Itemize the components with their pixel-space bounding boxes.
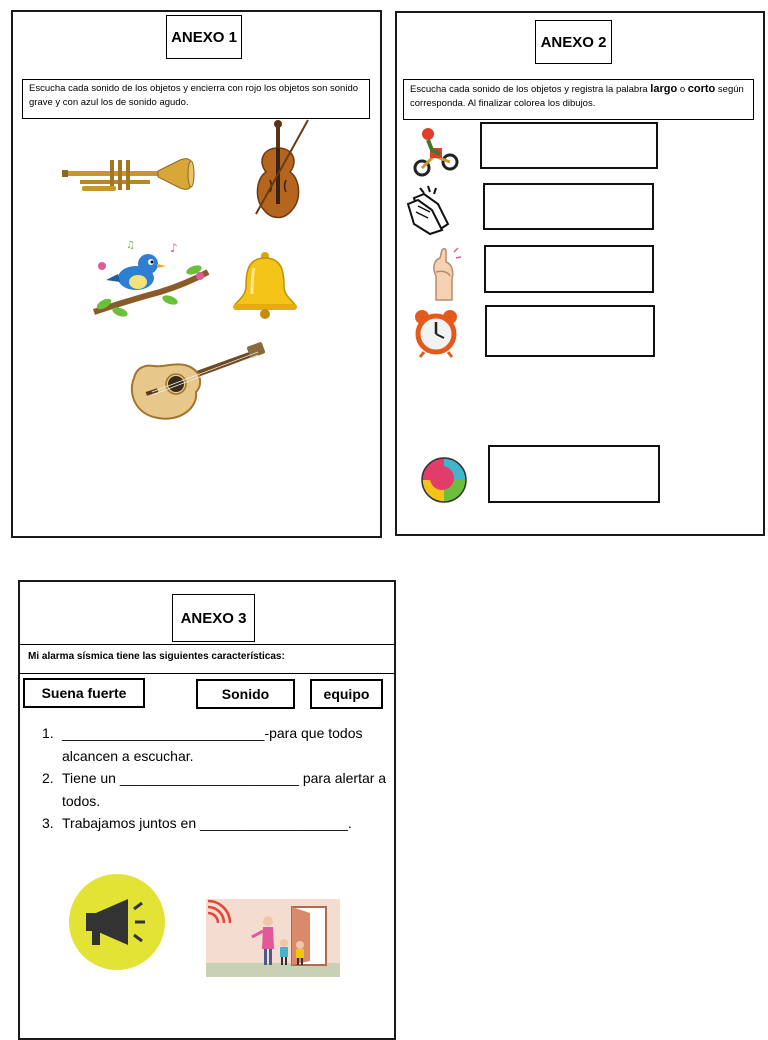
list-item-text[interactable]: __________________________-para que todos alcancen a escuchar. bbox=[62, 725, 363, 764]
answer-box-1[interactable] bbox=[480, 122, 658, 169]
clapping-hands-icon bbox=[404, 184, 458, 236]
anexo-3-subtitle: Mi alarma sísmica tiene las siguientes características: bbox=[28, 651, 285, 662]
anexo-1-instruction: Escucha cada sonido de los objetos y encierra con rojo los objetos son sonido grave y con azul los de sonido agudo. bbox=[22, 79, 370, 119]
svg-text:♪: ♪ bbox=[170, 241, 178, 255]
anexo-2-instruction bbox=[403, 79, 754, 120]
svg-text:♫: ♫ bbox=[126, 240, 135, 251]
evacuation-scene-icon bbox=[206, 899, 340, 977]
answer-box-5[interactable] bbox=[488, 445, 660, 503]
trumpet-icon bbox=[62, 150, 196, 202]
anexo-3-title: ANEXO 3 bbox=[172, 594, 255, 642]
list-item-text[interactable]: Trabajamos juntos en ___________________. bbox=[62, 815, 352, 831]
motorbike-icon bbox=[412, 126, 460, 178]
word-box-sonido: Sonido bbox=[196, 679, 295, 709]
anexo-2-title: ANEXO 2 bbox=[535, 20, 612, 64]
list-item-number: 2. bbox=[42, 770, 54, 786]
list-item-number: 3. bbox=[42, 815, 54, 831]
word-box-suena-fuerte: Suena fuerte bbox=[23, 678, 145, 708]
instruction-text-end: según corresponda. Al finalizar colorea los dibujos. bbox=[410, 84, 744, 109]
anexo-1-title: ANEXO 1 bbox=[166, 15, 242, 59]
instruction-text-or: o bbox=[677, 84, 688, 95]
answer-box-2[interactable] bbox=[483, 183, 654, 230]
list-item bbox=[42, 722, 392, 767]
alarm-clock-icon bbox=[412, 308, 460, 358]
bell-icon bbox=[230, 250, 300, 320]
snapping-fingers-icon bbox=[424, 246, 462, 302]
list-item-text[interactable]: Tiene un _______________________ para alertar a todos. bbox=[62, 770, 387, 809]
violin-icon bbox=[248, 118, 312, 222]
word-box-equipo: equipo bbox=[310, 679, 383, 709]
answer-box-3[interactable] bbox=[484, 245, 654, 293]
instruction-text: Escucha cada sonido de los objetos y registra la palabra bbox=[410, 84, 651, 95]
bird-icon bbox=[90, 236, 212, 320]
ball-icon bbox=[420, 456, 468, 504]
guitar-icon bbox=[124, 342, 266, 424]
answer-box-4[interactable] bbox=[485, 305, 655, 357]
list-item-number: 1. bbox=[42, 725, 54, 741]
list-item bbox=[42, 767, 392, 812]
word-corto: corto bbox=[687, 83, 716, 95]
list-item bbox=[42, 812, 392, 835]
anexo-3-list bbox=[42, 722, 392, 835]
megaphone-icon bbox=[68, 873, 166, 971]
word-largo: largo bbox=[650, 83, 678, 95]
